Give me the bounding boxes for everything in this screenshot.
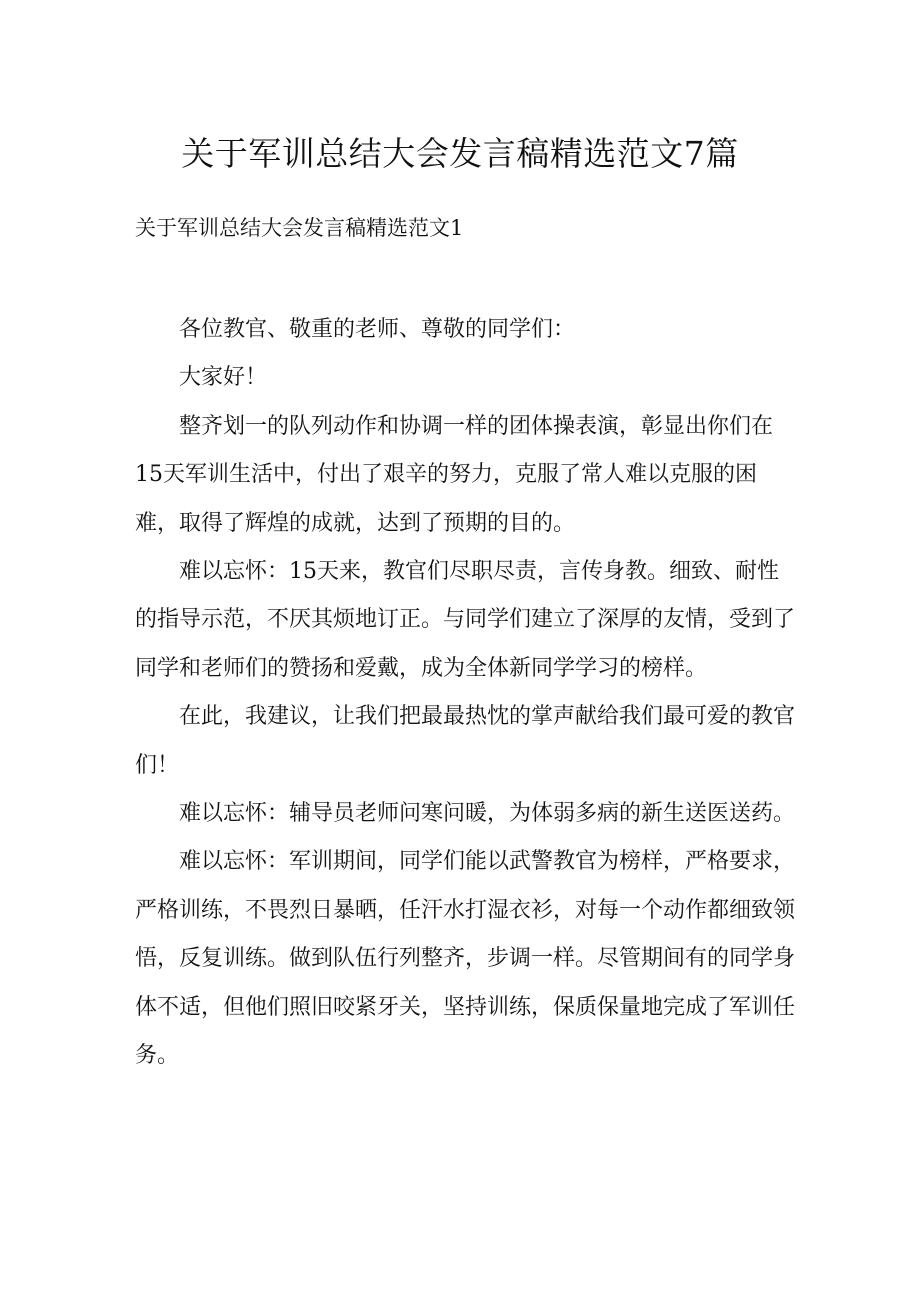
paragraph: 难以忘怀：15天来，教官们尽职尽责，言传身教。细致、耐性的指导示范，不厌其烦地订正。与同学们建立了深厚的友情，受到了同学和老师们的赞扬和爱戴，成为全体新同学学习的榜样。 [135, 559, 796, 681]
paragraph: 在此，我建议，让我们把最最热忱的掌声献给我们最可爱的教官们！ [135, 704, 796, 778]
paragraph: 难以忘怀：辅导员老师问寒问暖，为体弱多病的新生送医送药。 [179, 801, 796, 827]
paragraph-salutation: 各位教官、敬重的老师、尊敬的同学们： [179, 317, 576, 342]
document-title: 关于军训总结大会发言稿精选范文7篇 [181, 134, 739, 173]
paragraph: 整齐划一的队列动作和协调一样的团体操表演，彰显出你们在15天军训生活中，付出了艰辛的努力，克服了常人难以克服的困难，取得了辉煌的成就，达到了预期的目的。 [135, 413, 774, 536]
section-heading: 关于军训总结大会发言稿精选范文1 [135, 216, 464, 240]
paragraph-greeting: 大家好！ [179, 365, 268, 391]
paragraph: 难以忘怀：军训期间，同学们能以武警教官为榜样，严格要求，严格训练，不畏烈日暴晒，任汗水打湿衣衫，对每一个动作都细致领悟，反复训练。做到队伍行列整齐，步调一样。尽管期间有的同学身体不适，但他们照旧咬紧牙关，坚持训练，保质保量地完成了军训任务。 [135, 849, 796, 1069]
document-body [135, 306, 795, 1081]
